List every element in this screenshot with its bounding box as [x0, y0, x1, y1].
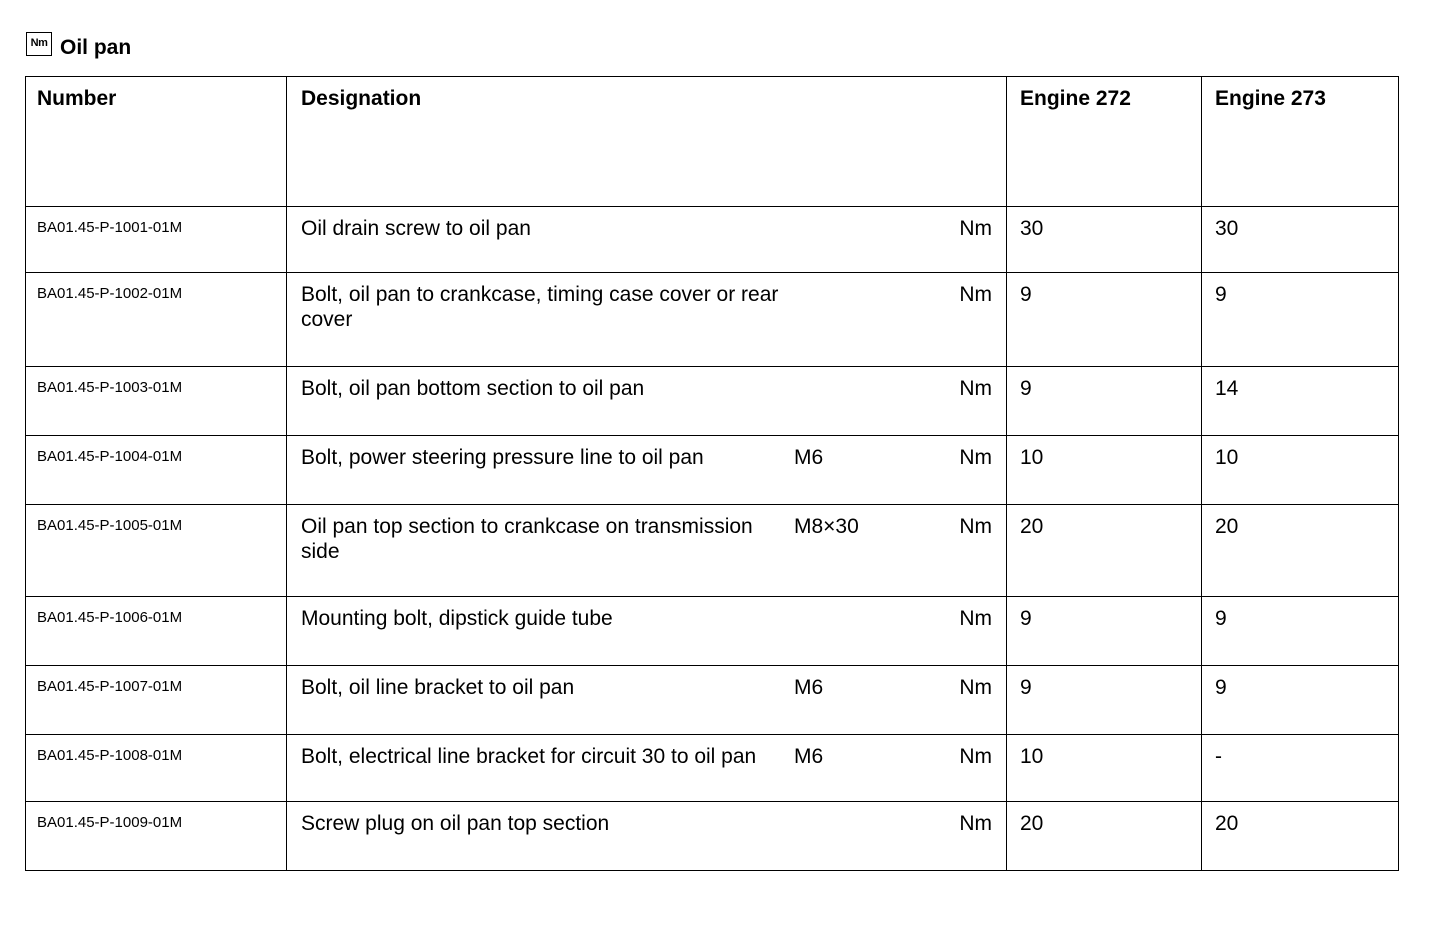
torque-table [25, 76, 1399, 871]
thread-size [794, 282, 934, 332]
cell-designation [287, 436, 1007, 505]
table-row [26, 273, 1399, 367]
cell-designation [287, 367, 1007, 436]
torque-unit: Nm [959, 377, 992, 400]
page-title: Oil pan [60, 36, 132, 59]
cell-engine-272: 10 [1007, 735, 1202, 802]
thread-size: M6 [794, 745, 824, 768]
cell-designation [287, 273, 1007, 367]
table-row [26, 207, 1399, 273]
torque-unit: Nm [959, 217, 992, 240]
cell-engine-272: 9 [1007, 597, 1202, 666]
table-row [26, 802, 1399, 871]
cell-number: BA01.45-P-1002-01M [26, 273, 287, 367]
cell-engine-273: 30 [1202, 207, 1399, 273]
cell-engine-272: 9 [1007, 666, 1202, 735]
thread-size [794, 376, 934, 401]
cell-designation [287, 505, 1007, 597]
table-row [26, 505, 1399, 597]
thread-size [794, 216, 934, 241]
cell-number: BA01.45-P-1006-01M [26, 597, 287, 666]
column-header-designation: Designation [287, 77, 1007, 207]
table-row [26, 436, 1399, 505]
cell-engine-272: 20 [1007, 505, 1202, 597]
table-row [26, 666, 1399, 735]
table-row [26, 597, 1399, 666]
cell-number: BA01.45-P-1001-01M [26, 207, 287, 273]
torque-unit: Nm [959, 812, 992, 835]
torque-nm-icon: Nm [26, 32, 52, 56]
designation-text: Bolt, oil pan bottom section to oil pan [301, 377, 645, 400]
cell-engine-272: 9 [1007, 273, 1202, 367]
cell-number: BA01.45-P-1003-01M [26, 367, 287, 436]
torque-unit: Nm [959, 745, 992, 768]
designation-text: Bolt, oil line bracket to oil pan [301, 676, 575, 699]
page-header [26, 30, 131, 60]
table-header-row [26, 77, 1399, 207]
cell-engine-273: 14 [1202, 367, 1399, 436]
cell-number: BA01.45-P-1005-01M [26, 505, 287, 597]
cell-designation [287, 735, 1007, 802]
cell-engine-272: 20 [1007, 802, 1202, 871]
designation-text: Bolt, power steering pressure line to oil pan [301, 446, 704, 469]
cell-number: BA01.45-P-1004-01M [26, 436, 287, 505]
designation-text: Oil pan top section to crankcase on transmission side [301, 515, 753, 563]
cell-designation [287, 802, 1007, 871]
cell-engine-273: 9 [1202, 273, 1399, 367]
torque-unit: Nm [959, 515, 992, 538]
thread-size: M6 [794, 446, 824, 469]
table-row [26, 735, 1399, 802]
cell-engine-272: 9 [1007, 367, 1202, 436]
torque-unit: Nm [959, 446, 992, 469]
cell-engine-273: 9 [1202, 597, 1399, 666]
cell-engine-272: 30 [1007, 207, 1202, 273]
torque-unit: Nm [959, 607, 992, 630]
thread-size [794, 606, 934, 631]
column-header-engine-272: Engine 272 [1007, 77, 1202, 207]
cell-designation [287, 597, 1007, 666]
cell-engine-273: 20 [1202, 802, 1399, 871]
torque-unit: Nm [959, 676, 992, 699]
thread-size: M6 [794, 676, 824, 699]
table-row [26, 367, 1399, 436]
designation-text: Mounting bolt, dipstick guide tube [301, 607, 613, 630]
column-header-engine-273: Engine 273 [1202, 77, 1399, 207]
designation-text: Bolt, electrical line bracket for circuit 30 to oil pan [301, 745, 757, 768]
cell-designation [287, 666, 1007, 735]
cell-designation [287, 207, 1007, 273]
thread-size: M8×30 [794, 515, 859, 538]
cell-number: BA01.45-P-1007-01M [26, 666, 287, 735]
designation-text: Screw plug on oil pan top section [301, 812, 610, 835]
designation-text: Bolt, oil pan to crankcase, timing case cover or rear cover [301, 283, 779, 331]
cell-engine-273: - [1202, 735, 1399, 802]
thread-size [794, 811, 934, 836]
cell-engine-273: 10 [1202, 436, 1399, 505]
designation-text: Oil drain screw to oil pan [301, 217, 531, 240]
column-header-number: Number [26, 77, 287, 207]
cell-engine-272: 10 [1007, 436, 1202, 505]
torque-unit: Nm [959, 283, 992, 306]
cell-engine-273: 9 [1202, 666, 1399, 735]
cell-number: BA01.45-P-1009-01M [26, 802, 287, 871]
cell-number: BA01.45-P-1008-01M [26, 735, 287, 802]
cell-engine-273: 20 [1202, 505, 1399, 597]
